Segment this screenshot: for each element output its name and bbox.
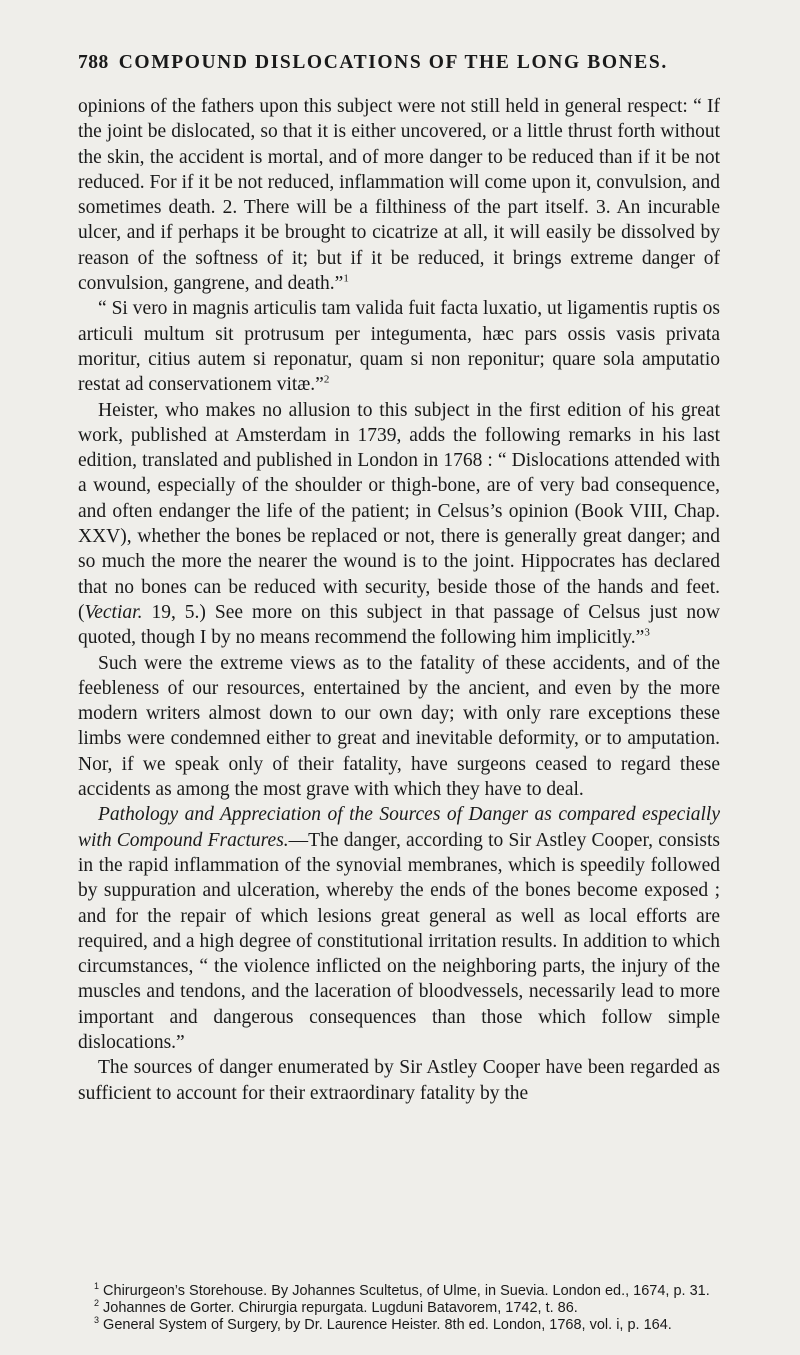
paragraph-text: Such were the extreme views as to the fatality of these accidents, and of the feebleness of our resources, entertained by the ancient, and even by the more modern writers almost down to our own day; with only rare exceptions these limbs were condemned either to great and inevitable deformity, or to amputation. Nor, if we speak only of their fatality, have surgeons ceased to regard these accidents as among the most grave with which they have to deal. bbox=[78, 652, 720, 801]
footnote-number: 2 bbox=[94, 1298, 100, 1309]
paragraph-4 bbox=[78, 651, 720, 803]
footnote-2 bbox=[78, 1300, 720, 1317]
running-header bbox=[78, 52, 720, 74]
paragraph-text: —The danger, according to Sir Astley Cooper, consists in the rapid inflammation of the synovial membranes, which is speedily followed by suppuration and ulceration, whereby the ends of the bones become exposed ; and for the repair of which lesions great general as well as local efforts are required, and a high degree of constitutional irritation results. In addition to which circumstances, “ the violence inflicted on the neighboring parts, the injury of the muscles and tendons, and the laceration of bloodvessels, necessarily lead to more important and dangerous consequences than those which follow simple dislocations.” bbox=[78, 829, 720, 1053]
footnote-ref: 1 bbox=[343, 272, 349, 285]
paragraph-1 bbox=[78, 94, 720, 296]
footnote-text: General System of Surgery, by Dr. Laurence Heister. 8th ed. London, 1768, vol. i, p. 164. bbox=[103, 1317, 672, 1333]
paragraph-3 bbox=[78, 398, 720, 651]
paragraph-text: “ Si vero in magnis articulis tam valida fuit facta luxatio, ut ligamentis ruptis os articuli multum sit protrusum per integumenta, hæc pars ossis vasis privata moritur, citius autem si reponatur, quam si non reponitur; quare sola amputatio restat ad conservationem vitæ.” bbox=[78, 298, 720, 396]
footnote-text: Johannes de Gorter. Chirurgia repurgata. Lugduni Batavorem, 1742, t. 86. bbox=[103, 1300, 578, 1316]
paragraph-5 bbox=[78, 802, 720, 1055]
footnote-number: 3 bbox=[94, 1315, 100, 1326]
paragraph-6 bbox=[78, 1055, 720, 1106]
paragraph-text: opinions of the fathers upon this subject were not still held in general respect: “ If the joint be dislocated, so that it is either uncovered, or a little thrust forth without the skin, the accident is mortal, and of more danger to be reduced than if it be not reduced. For if it be not reduced, inflammation will come upon it, convulsion, and sometimes death. 2. There will be a filthiness of the part itself. 3. An incurable ulcer, and if perhaps it be brought to cicatrize at all, it will easily be dissolved by reason of the softness of it; but if it be reduced, it brings extreme danger of convulsion, gangrene, and death.” bbox=[78, 96, 720, 295]
running-title: COMPOUND DISLOCATIONS OF THE LONG BONES. bbox=[118, 52, 668, 73]
footnote-1 bbox=[78, 1283, 720, 1300]
footnote-number: 1 bbox=[94, 1281, 100, 1292]
paragraph-text: Heister, who makes no allusion to this subject in the first edition of his great work, published at Amsterdam in 1739, adds the following remarks in his last edition, translated and published in London in 1768 : “ Dislocations attended with a wound, especially of the shoulder or thigh-bone, are of very bad consequence, and often endanger the life of the patient; in Celsus’s opinion (Book VIII, Chap. XXV), whether the bones be replaced or not, there is generally great danger; and so much the more the nearer the wound is to the joint. Hippocrates has declared that no bones can be reduced with security, beside those of the hands and feet. ( bbox=[78, 399, 720, 623]
footnote-ref: 2 bbox=[323, 373, 330, 386]
page-number: 788 bbox=[78, 52, 109, 73]
footnote-ref: 3 bbox=[644, 626, 650, 639]
paragraph-text: 19, 5.) See more on this subject in that passage of Celsus just now quoted, though I by no means recommend the following him implicitly.” bbox=[78, 601, 720, 649]
footnotes bbox=[78, 1283, 720, 1334]
footnote-3 bbox=[78, 1317, 720, 1334]
section-heading-italic: Pathology and Appreciation of the Sources of Danger as compared especially with Compound Fractures. bbox=[78, 804, 720, 851]
main-text bbox=[78, 94, 720, 1106]
italic-citation: Vectiar. bbox=[84, 601, 143, 623]
paragraph-text: The sources of danger enumerated by Sir Astley Cooper have been regarded as sufficient to account for their extraordinary fatality by the bbox=[78, 1057, 720, 1104]
footnote-text: Chirurgeon’s Storehouse. By Johannes Scultetus, of Ulme, in Suevia. London ed., 1674, p. 31. bbox=[103, 1283, 710, 1299]
paragraph-2 bbox=[78, 296, 720, 397]
